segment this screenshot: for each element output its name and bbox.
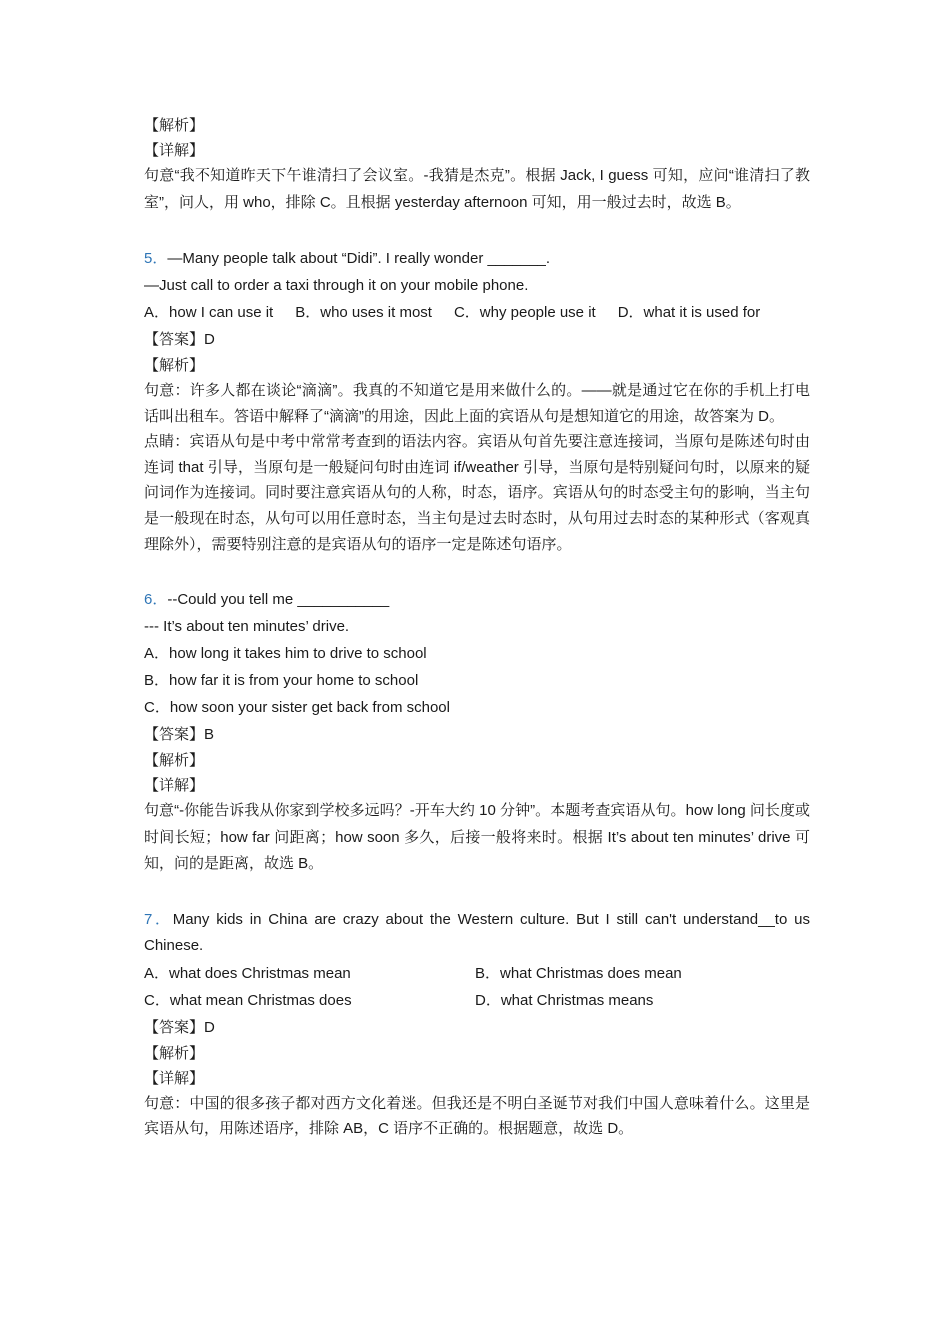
detail-label: 【详解】 [144,142,205,159]
explanation-paragraph: 句意“我不知道昨天下午谁清扫了会议室。-我猜是杰克”。根据 Jack, I guess 可知，应问“谁清扫了教室”，问人，用 who，排除 C。且根据 yesterday afternoon 可知，用一般过去时，故选 B。 [144,167,810,211]
question-stem [144,245,810,272]
stem-text: —Many people talk about “Didi”. I really wonder _______. [167,250,551,267]
option-d: D．what it is used for [617,304,761,321]
analysis-label: 【解析】 [144,752,205,770]
options-row [144,299,810,326]
question-number: 5． [144,250,168,267]
detail-label: 【详解】 [144,777,205,795]
question-stem [144,586,810,613]
explanation-paragraph: 句意：许多人都在谈论“滴滴”。我真的不知道它是用来做什么的。——就是通过它在你的手机上打电话叫出租车。答语中解释了“滴滴”的用途，因此上面的宾语从句是想知道它的用途，故答案为 D。 [144,382,810,425]
response-line: —Just call to order a taxi through it on your mobile phone. [144,277,529,294]
option-b: B．what Christmas does mean [475,964,682,982]
detail-label: 【详解】 [144,1069,205,1087]
answer-label: 【答案】B [144,726,215,744]
option-d: D．what Christmas means [475,991,654,1009]
response-line: --- It’s about ten minutes’ drive. [144,618,350,636]
question-number: 7． [144,910,173,928]
spacer [144,878,810,907]
prev-question-solution [144,113,810,216]
tip-paragraph: 点睛：宾语从句是中考中常常考查到的语法内容。宾语从句首先要注意连接词，当原句是陈述句时由连词 that 引导，当原句是一般疑问句时由连词 if/weather 引导，当原句是特别疑问句时，以原来的疑问词作为连接词。同时要注意宾语从句的人称，时态，语序。宾语从句的时态受主句的影响，当主句是一般现在时态，从句可以用任意时态，当主句是过去时态时，从句用过去时态的某种形式（客观真理除外），需要特别注意的是宾语从句的语序一定是陈述句语序。 [144,433,810,553]
analysis-label: 【解析】 [144,117,205,134]
answer-label: 【答案】D [144,1018,215,1036]
analysis-label: 【解析】 [144,357,205,374]
options-row-1 [144,960,810,987]
stem-text: --Could you tell me ___________ [167,591,390,609]
option-a: A．how I can use it [144,304,274,321]
options-row-2 [144,987,810,1014]
option-c: C．how soon your sister get back from school [144,699,450,717]
question-stem [144,907,810,960]
option-b: B．who uses it most [295,304,432,321]
question-6 [144,586,810,878]
option-c: C．why people use it [453,304,596,321]
option-c: C．what mean Christmas does [144,991,352,1009]
question-7 [144,907,810,1142]
option-b: B．how far it is from your home to school [144,672,419,690]
option-a: A．how long it takes him to drive to school [144,645,427,663]
explanation-paragraph: 句意：中国的很多孩子都对西方文化着迷。但我还是不明白圣诞节对我们中国人意味着什么。这里是宾语从句，用陈述语序，排除 AB，C 语序不正确的。根据题意，故选 D。 [144,1094,810,1138]
answer-label: 【答案】D [144,331,215,348]
explanation-paragraph: 句意“-你能告诉我从你家到学校多远吗？-开车大约 10 分钟”。本题考查宾语从句。how long 问长度或时间长短；how far 问距离；how soon 多久，后接一般将来时。根据 It’s about ten minutes’ drive 可知，问的是距离，故选 B。 [144,802,810,873]
spacer [144,557,810,586]
analysis-label: 【解析】 [144,1044,205,1062]
option-a: A．what does Christmas mean [144,964,351,982]
question-number: 6． [144,591,168,609]
spacer [144,216,810,245]
question-5 [144,245,810,557]
stem-text: Many kids in China are crazy about the Western culture. But I still can't understand__to us Chinese. [144,910,810,955]
page-content [144,113,810,1142]
